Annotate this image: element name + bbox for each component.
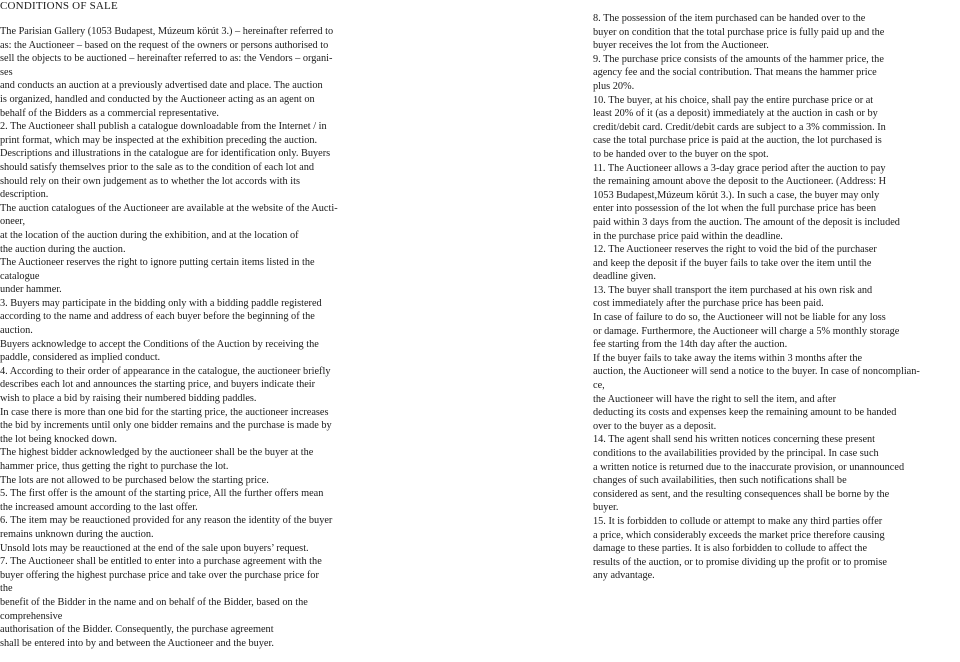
text-line: 8. The possession of the item purchased can be handed over to the [593, 13, 866, 24]
text-line: describes each lot and announces the starting price, and buyers indicate their [0, 379, 316, 391]
text-line: considered as sent, and the resulting consequences shall be borne by the [593, 488, 890, 500]
text-line: comprehensive [0, 610, 63, 622]
text-line: should satisfy themselves prior to the sale as to the condition of each lot and [0, 161, 314, 173]
text-line: the [0, 583, 13, 595]
text-line: 13. The buyer shall transport the item purchased at his own risk and [593, 284, 873, 296]
text-line: ce, [593, 380, 605, 392]
text-line: auction. [0, 325, 33, 337]
text-line: paid within 3 days from the auction. The amount of the deposit is included [593, 216, 900, 228]
text-line: oneer, [0, 216, 26, 228]
text-line: the increased amount according to the last offer. [0, 501, 198, 513]
text-line: authorisation of the Bidder. Consequently, the purchase agreement [0, 624, 274, 636]
text-line: Descriptions and illustrations in the catalogue are for identification only. Buyers [0, 148, 331, 160]
text-line: 4. According to their order of appearance in the catalogue, the auctioneer briefly [0, 365, 331, 377]
text-line: Buyers acknowledge to accept the Conditions of the Auction by receiving the [0, 338, 319, 350]
text-line: buyer on condition that the total purchase price is fully paid up and the [593, 26, 885, 38]
text-line: or damage. Furthermore, the Auctioneer will charge a 5% monthly storage [593, 325, 900, 337]
text-line: is organized, handled and conducted by the Auctioneer acting as an agent on [0, 93, 315, 105]
text-line: under hammer. [0, 284, 62, 296]
document-heading: CONDITIONS OF SALE [0, 0, 118, 12]
text-line: In case of failure to do so, the Auctioneer will not be liable for any loss [593, 312, 886, 324]
text-line: sell the objects to be auctioned – hereinafter referred to as: the Vendors – organi- [0, 53, 333, 65]
text-line: paddle, considered as implied conduct. [0, 352, 161, 364]
text-line: 10. The buyer, at his choice, shall pay the entire purchase price or at [593, 94, 874, 106]
text-line: and keep the deposit if the buyer fails to take over the item until the [593, 257, 872, 269]
text-line: 14. The agent shall send his written notices concerning these present [593, 434, 876, 446]
text-line: the remaining amount above the deposit to the Auctioneer. (Address: H [593, 176, 887, 188]
left-column [0, 0, 385, 650]
text-line: The lots are not allowed to be purchased below the starting price. [0, 474, 269, 486]
text-line: cost immediately after the purchase price has been paid. [593, 298, 824, 310]
text-line: any advantage. [593, 570, 655, 582]
text-line: in the purchase price paid within the deadline. [593, 230, 783, 242]
right-column [593, 12, 960, 583]
text-line: enter into possession of the lot when the full purchase price has been [593, 203, 877, 215]
text-line: the auction during the auction. [0, 243, 126, 255]
text-line: deadline given. [593, 271, 656, 283]
text-line: at the location of the auction during the exhibition, and at the location of [0, 229, 299, 241]
text-line: buyer offering the highest purchase price and take over the purchase price for [0, 569, 319, 581]
text-line: The auction catalogues of the Auctioneer are available at the website of the Aucti- [0, 202, 338, 214]
text-line: buyer receives the lot from the Auctioneer. [593, 40, 769, 52]
text-line: auction, the Auctioneer will send a notice to the buyer. In case of noncomplian- [593, 366, 920, 378]
text-line: If the buyer fails to take away the items within 3 months after the [593, 352, 863, 364]
text-line: remains unknown during the auction. [0, 528, 154, 540]
text-line: 9. The purchase price consists of the amounts of the hammer price, the [593, 53, 884, 65]
text-line: 1053 Budapest,Múzeum körút 3.). In such a case, the buyer may only [593, 189, 880, 201]
text-line: shall be entered into by and between the Auctioneer and the buyer. [0, 637, 274, 649]
text-line: 15. It is forbidden to collude or attempt to make any third parties offer [593, 515, 883, 527]
text-line: damage to these parties. It is also forbidden to collude to affect the [593, 543, 868, 555]
text-line: In case there is more than one bid for the starting price, the auctioneer increases [0, 406, 329, 418]
text-line: ses [0, 66, 13, 78]
text-line: description. [0, 189, 49, 201]
text-line: least 20% of it (as a deposit) immediately at the auction in cash or by [593, 108, 878, 120]
text-line: 7. The Auctioneer shall be entitled to enter into a purchase agreement with the [0, 556, 322, 568]
text-line: should rely on their own judgement as to whether the lot accords with its [0, 175, 300, 187]
text-line: as: the Auctioneer – based on the request of the owners or persons authorised to [0, 39, 329, 51]
text-line: the lot being knocked down. [0, 433, 117, 445]
text-line: wish to place a bid by raising their numbered bidding paddles. [0, 393, 257, 405]
text-line: results of the auction, or to promise dividing up the profit or to promise [593, 556, 887, 568]
text-line: 3. Buyers may participate in the bidding only with a bidding paddle registered [0, 297, 322, 309]
text-line: according to the name and address of each buyer before the beginning of the [0, 311, 315, 323]
text-line: behalf of the Bidders as a commercial representative. [0, 107, 219, 119]
text-line: catalogue [0, 270, 40, 282]
text-line: credit/debit card. Credit/debit cards are subject to a 3% commission. In [593, 121, 886, 133]
text-line: buyer. [593, 502, 619, 514]
text-line: deducting its costs and expenses keep the remaining amount to be handed [593, 407, 897, 419]
text-line: The highest bidder acknowledged by the auctioneer shall be the buyer at the [0, 447, 314, 459]
text-line: fee starting from the 14th day after the auction. [593, 339, 788, 351]
text-line: print format, which may be inspected at the exhibition preceding the auction. [0, 134, 318, 146]
text-line: benefit of the Bidder in the name and on behalf of the Bidder, based on the [0, 596, 308, 608]
text-line: The Auctioneer reserves the right to ignore putting certain items listed in the [0, 257, 315, 269]
right-column-lines [593, 12, 960, 583]
text-line: a written notice is returned due to the inaccurate provision, or unannounced [593, 461, 905, 473]
text-line: conditions to the availabilities provided by the principal. In case such [593, 448, 879, 459]
text-line: the Auctioneer will have the right to sell the item, and after [593, 393, 837, 405]
text-line: changes of such availabilities, then such notifications shall be [593, 475, 847, 487]
text-line: the bid by increments until only one bidder remains and the purchase is made by [0, 420, 332, 432]
text-line: and conducts an auction at a previously advertised date and place. The auction [0, 80, 323, 92]
text-line: a price, which considerably exceeds the market price therefore causing [593, 529, 885, 541]
left-column-lines [0, 25, 385, 650]
text-line: 5. The first offer is the amount of the starting price, All the further offers mean [0, 488, 324, 500]
text-line: over to the buyer as a deposit. [593, 420, 717, 432]
text-line: Unsold lots may be reauctioned at the end of the sale upon buyers’ request. [0, 542, 309, 554]
text-line: case the total purchase price is paid at the auction, the lot purchased is [593, 135, 882, 147]
text-line: plus 20%. [593, 80, 635, 92]
text-line: hammer price, thus getting the right to purchase the lot. [0, 461, 229, 472]
text-line: agency fee and the social contribution. That means the hammer price [593, 67, 877, 79]
text-line: 2. The Auctioneer shall publish a catalogue downloadable from the Internet / in [0, 121, 327, 133]
text-line: 12. The Auctioneer reserves the right to void the bid of the purchaser [593, 244, 877, 256]
text-line: 6. The item may be reauctioned provided for any reason the identity of the buyer [0, 515, 333, 527]
text-line: The Parisian Gallery (1053 Budapest, Múzeum körút 3.) – hereinafter referred to [0, 26, 334, 37]
text-line: 11. The Auctioneer allows a 3-day grace period after the auction to pay [593, 162, 886, 174]
text-line: to be handed over to the buyer on the spot. [593, 148, 769, 160]
